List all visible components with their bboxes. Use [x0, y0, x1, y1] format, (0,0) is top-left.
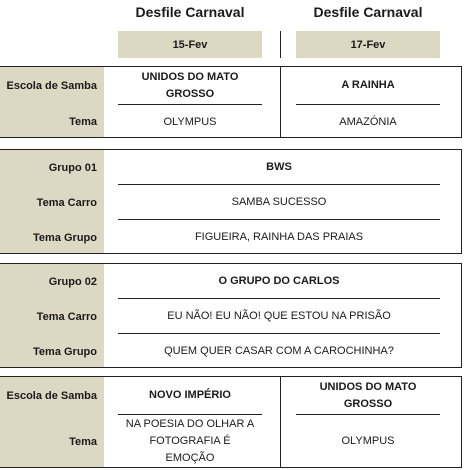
column-1-date: 15-Fev [118, 31, 262, 58]
section-grupo-01 [0, 149, 462, 254]
grupo-name: O GRUPO DO CARLOS [218, 274, 340, 287]
header-divider [280, 31, 281, 58]
label-tema-carro: Tema Carro [36, 310, 97, 323]
label-tema: Tema [69, 436, 97, 448]
column-divider [280, 67, 281, 137]
escola-name-col1: NOVO IMPÉRIO [149, 389, 231, 401]
grupo-tema-carro: EU NÃO! EU NÃO! QUE ESTOU NA PRISÃO [167, 309, 391, 322]
grupo-tema-grupo: QUEM QUER CASAR COM A CAROCHINHA? [164, 344, 394, 357]
column-2-title: Desfile Carnaval [313, 4, 423, 20]
label-escola-de-samba: Escola de Samba [6, 390, 97, 402]
column-divider [280, 377, 281, 467]
escola-name-col1: UNIDOS DO MATO GROSSO [141, 70, 239, 100]
label-tema-grupo: Tema Grupo [33, 231, 97, 244]
label-tema: Tema [69, 116, 97, 128]
label-grupo-01: Grupo 01 [48, 161, 97, 174]
escola-theme-col2: AMAZÓNIA [339, 115, 397, 128]
section-grupo-02 [0, 263, 462, 368]
escola-name-col2: UNIDOS DO MATO GROSSO [319, 380, 417, 410]
grupo-tema-carro: SAMBA SUCESSO [231, 195, 327, 208]
label-tema-carro: Tema Carro [36, 196, 97, 209]
escola-name-col2: A RAINHA [341, 79, 395, 91]
escola-theme-col2: OLYMPUS [341, 435, 395, 447]
label-escola-de-samba: Escola de Samba [6, 80, 97, 92]
label-tema-grupo: Tema Grupo [33, 345, 97, 358]
label-grupo-02: Grupo 02 [48, 275, 97, 288]
grupo-name: BWS [266, 160, 292, 173]
escola-theme-col1: OLYMPUS [163, 115, 217, 128]
escola-theme-col1: NA POESIA DO OLHAR A FOTOGRAFIA É EMOÇÃO [125, 418, 255, 464]
column-2-date: 17-Fev [296, 31, 440, 58]
section-escola-2 [0, 376, 462, 468]
grupo-tema-grupo: FIGUEIRA, RAINHA DAS PRAIAS [194, 230, 364, 243]
column-1-title: Desfile Carnaval [135, 4, 245, 20]
section-escola-1 [0, 66, 462, 138]
